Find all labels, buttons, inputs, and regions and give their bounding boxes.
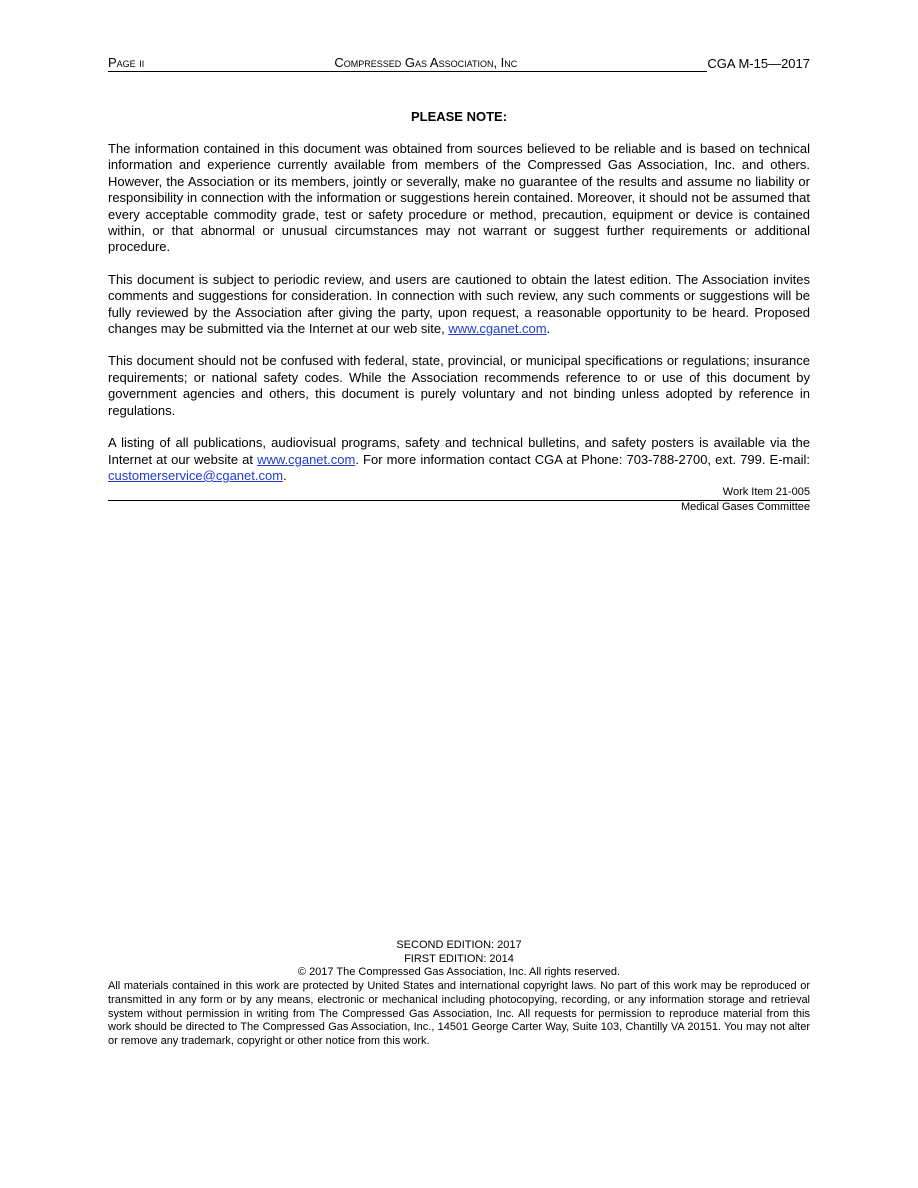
note-paragraph-4 <box>108 435 810 484</box>
email-link[interactable]: customerservice@cganet.com <box>108 467 284 483</box>
second-edition: SECOND EDITION: 2017 <box>396 939 522 951</box>
note-paragraph-4-end: . <box>283 467 287 483</box>
note-body <box>108 141 810 500</box>
note-paragraph-3: This document should not be confused with federal, state, provincial, or municipal specifications or regulations; insurance requirements; or national safety codes. While the Association recommends reference to or use of this document by government agencies and others, this document is purely voluntary and not binding unless adopted by reference in regulations. <box>108 353 810 418</box>
work-item-number: Work Item 21-005 <box>722 486 810 498</box>
header-rule-right <box>517 58 707 72</box>
rights-statement: All materials contained in this work are protected by United States and international copyright laws. No part of this work may be reproduced or transmitted in any form or by any means, electronic or mechanical including photocopying, recording, or any information storage and retrieval system without permission in writing from The Compressed Gas Association, Inc. All requests for permission to reproduce material from this work should be directed to The Compressed Gas Association, Inc., 14501 George Carter Way, Suite 103, Chantilly VA 20151. You may not alter or remove any trademark, copyright or other notice from this work. <box>108 980 810 1047</box>
website-link-2[interactable]: www.cganet.com <box>257 451 356 467</box>
header-rule-left <box>144 58 334 72</box>
committee-name: Medical Gases Committee <box>681 500 810 513</box>
work-item-block <box>108 486 810 514</box>
copyright-line: © 2017 The Compressed Gas Association, Inc. All rights reserved. <box>297 966 621 979</box>
header-org: Compressed Gas Association, Inc <box>334 55 518 70</box>
header-doc-id: CGA M-15—2017 <box>707 56 810 71</box>
copyright-footer <box>108 939 810 1049</box>
note-paragraph-2-end: . <box>546 321 551 337</box>
note-paragraph-4-text: A listing of all publications, audiovisual programs, safety and technical bulletins, and safety posters is available via the Internet at our website at <box>108 435 810 467</box>
note-paragraph-1: The information contained in this document was obtained from sources believed to be reliable and is based on technical information and experience currently available from members of the Compressed Gas Association, Inc. and others. However, the Association or its members, jointly or severally, make no guarantee of the results and assume no liability or responsibility in connection with the information or suggestions herein contained. Moreover, it should not be assumed that every acceptable commodity grade, test or safety procedure or method, precaution, equipment or device is contained within, or that abnormal or unusual circumstances may not warrant or suggest further requirements or additional procedure. <box>108 141 810 255</box>
work-item-rule <box>108 486 810 501</box>
note-paragraph-2-text: This document is subject to periodic review, and users are cautioned to obtain the latest edition. The Association invites comments and suggestions for consideration. In connection with such review, any such comments or suggestions will be fully reviewed by the Association after giving the party, upon request, a reasonable opportunity to be heard. Proposed changes may be submitted via the Internet at our web site, <box>108 271 810 337</box>
note-paragraph-4-mid: . For more information contact CGA at Phone: 703-788-2700, ext. 799. E-mail: <box>355 451 810 467</box>
website-link[interactable]: www.cganet.com <box>448 321 547 337</box>
page-label: Page ii <box>108 55 145 70</box>
first-edition: FIRST EDITION: 2014 <box>404 952 514 965</box>
note-title: PLEASE NOTE: <box>410 109 508 124</box>
page-header <box>108 55 810 72</box>
note-paragraph-2 <box>108 272 810 338</box>
